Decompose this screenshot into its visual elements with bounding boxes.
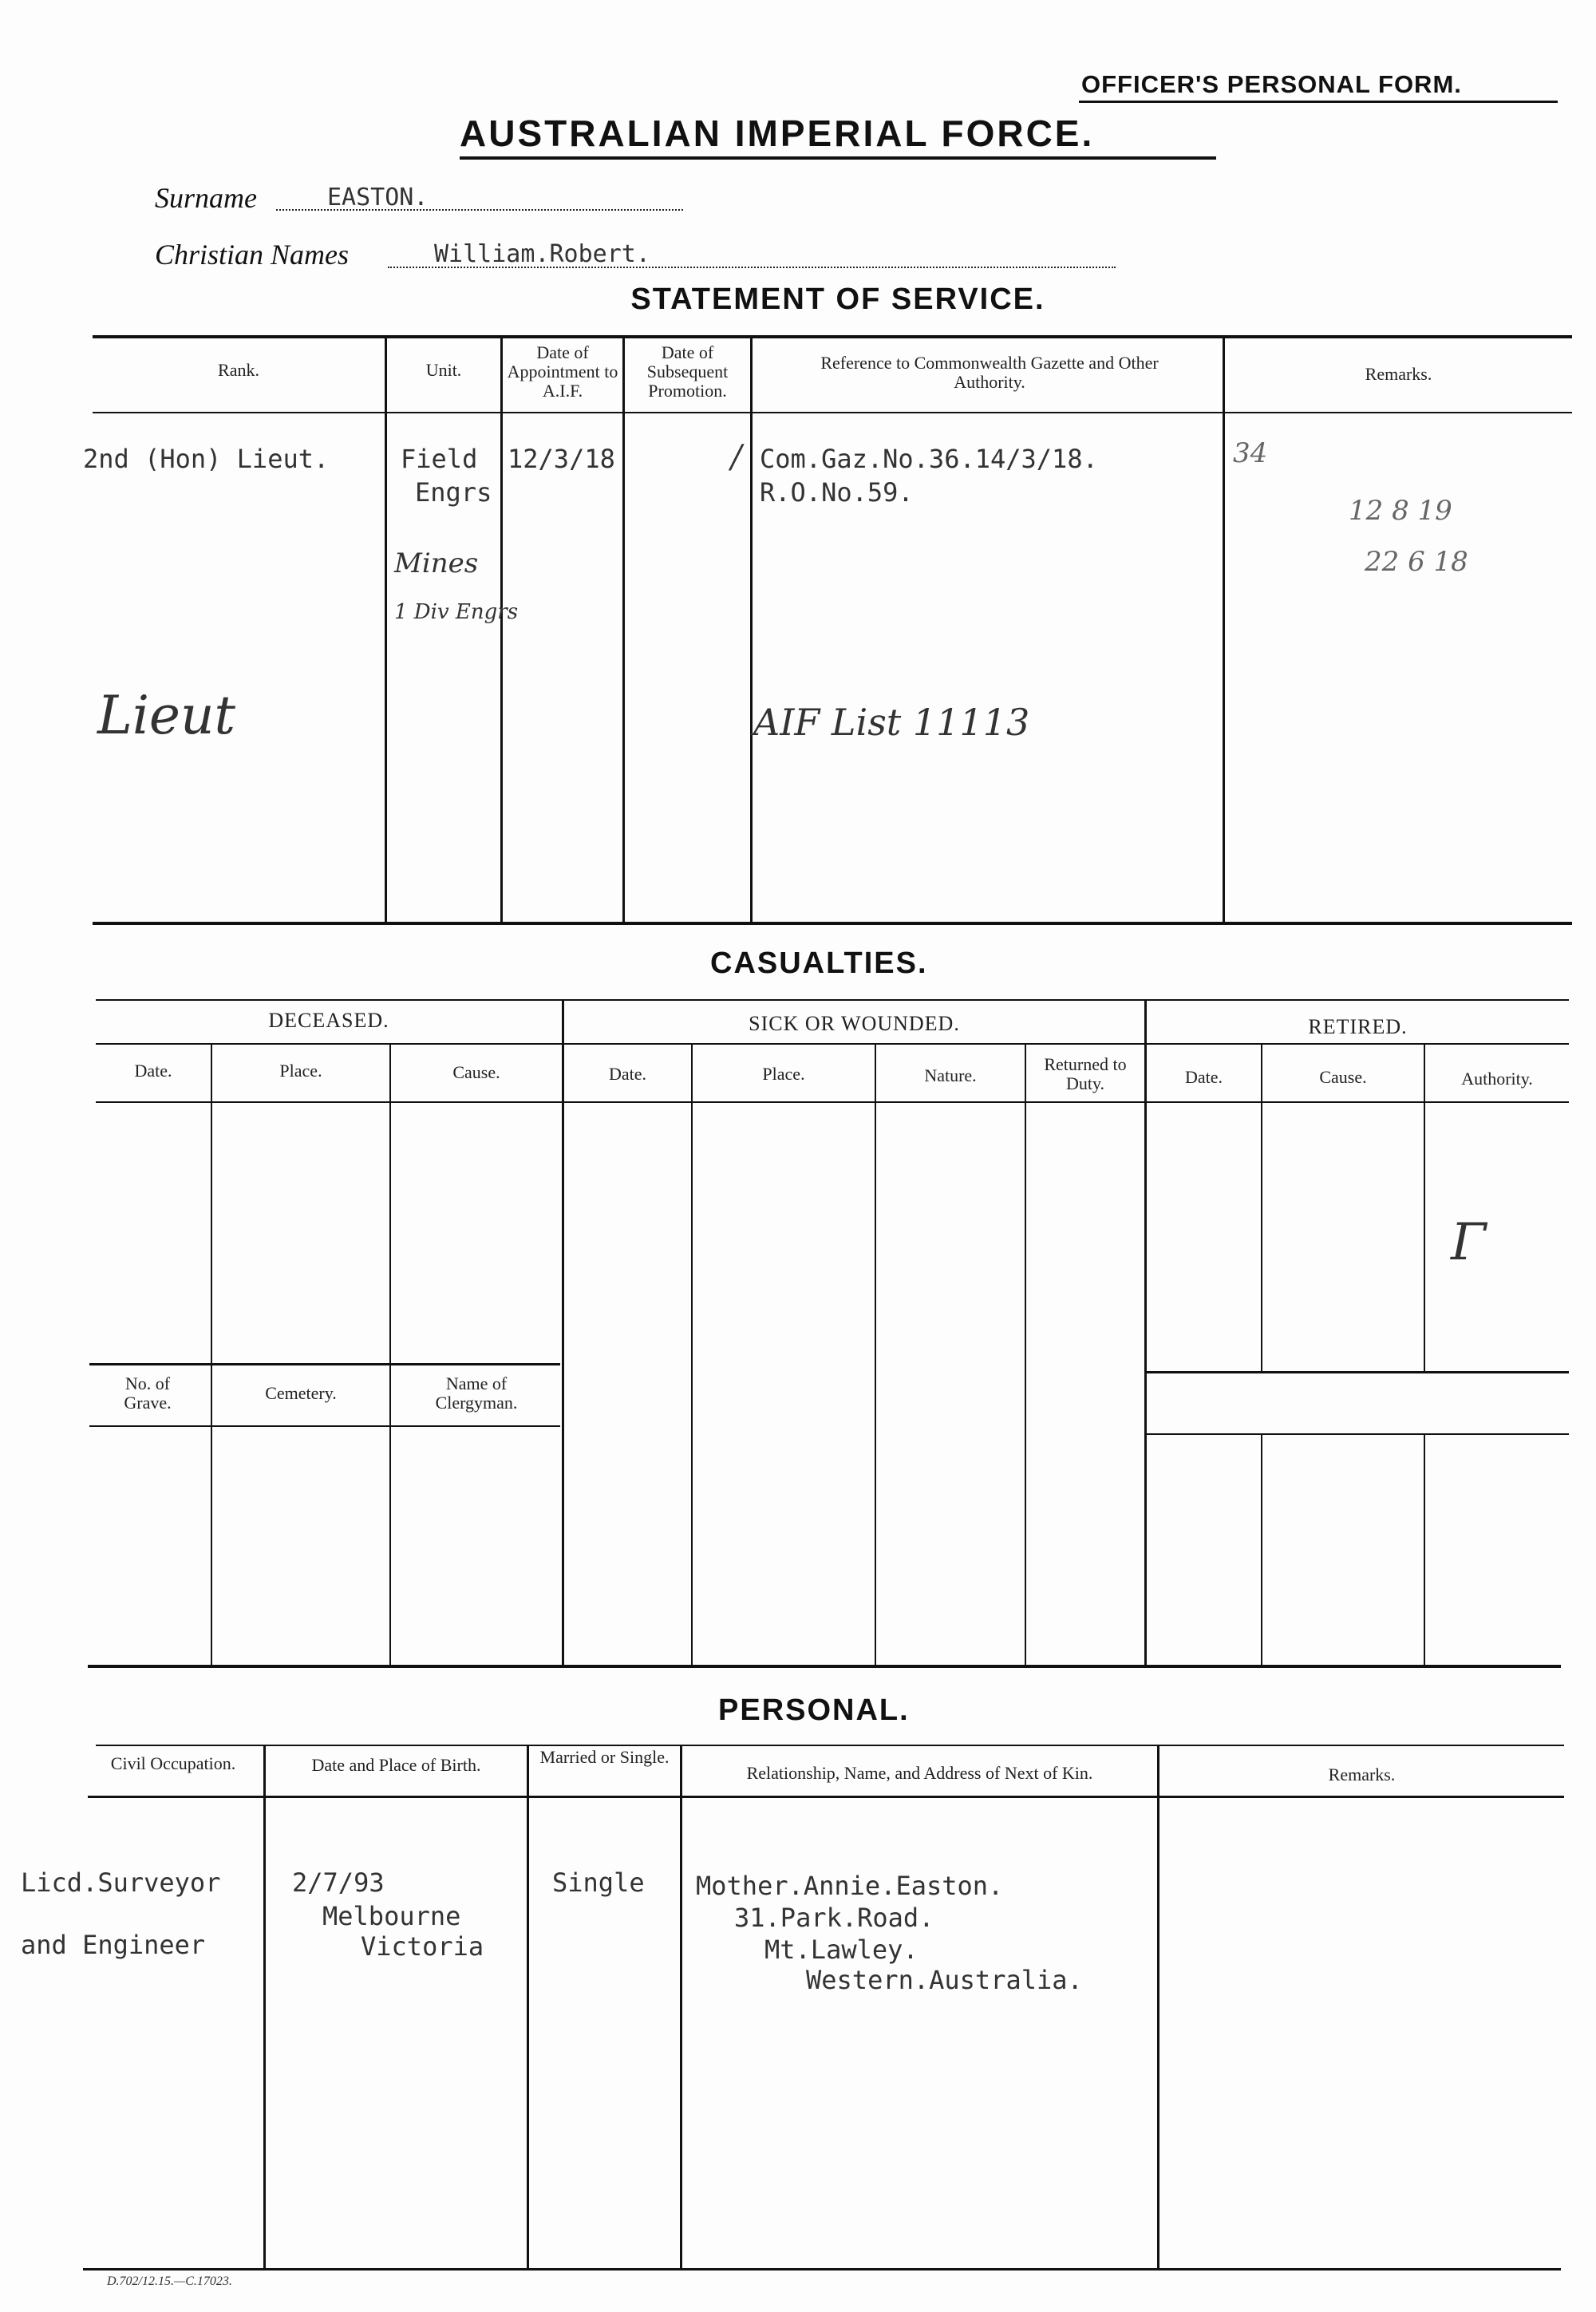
deceased-col-divider <box>211 1044 212 1665</box>
surname-value: EASTON. <box>327 184 429 211</box>
remarks-value-line2: 12 8 19 <box>1349 495 1452 527</box>
authority-pen-mark: Γ <box>1451 1213 1487 1272</box>
casualties-bottom-rule <box>88 1665 1561 1668</box>
service-col-divider <box>500 335 503 922</box>
form-type-label: OFFICER'S PERSONAL FORM. <box>1081 70 1462 98</box>
personal-col-divider <box>527 1745 529 2268</box>
unit-value-line1: Field <box>401 444 478 474</box>
col-married-header: Married or Single. <box>539 1747 670 1767</box>
col-reference-header: Reference to Commonwealth Gazette and Other Authority. <box>820 353 1159 392</box>
sick-nature-header: Nature. <box>924 1065 977 1085</box>
remarks-value-line3: 22 6 18 <box>1365 546 1468 578</box>
sick-date-header: Date. <box>608 1064 647 1084</box>
personal-header-rule <box>88 1796 1564 1798</box>
retired-col-divider <box>1261 1433 1262 1665</box>
reference-value-line2: R.O.No.59. <box>760 477 914 508</box>
surname-dotted-line <box>276 209 683 211</box>
service-col-divider <box>622 335 625 922</box>
birth-date-value: 2/7/93 <box>292 1867 385 1898</box>
sick-col-divider <box>875 1044 876 1665</box>
service-top-rule <box>93 335 1572 338</box>
form-type-underline <box>1079 101 1558 103</box>
retired-authority-header: Authority. <box>1461 1069 1533 1089</box>
deceased-place-header: Place. <box>279 1061 322 1081</box>
col-occupation-header: Civil Occupation. <box>110 1753 236 1773</box>
service-col-divider <box>385 335 387 922</box>
retired-blank-rule <box>1146 1433 1569 1435</box>
casualties-group-divider <box>562 999 564 1665</box>
sick-place-header: Place. <box>762 1064 805 1084</box>
deceased-col-divider <box>389 1044 391 1665</box>
casualties-group-divider <box>1144 999 1147 1665</box>
deceased-grave-top-rule <box>89 1363 560 1365</box>
remarks-value-line1: 34 <box>1233 437 1268 469</box>
personal-top-rule <box>96 1745 1564 1746</box>
col-unit-header: Unit. <box>425 360 462 380</box>
christian-names-value: William.Robert. <box>434 240 650 268</box>
cemetery-header: Cemetery. <box>265 1383 337 1403</box>
retired-label: RETIRED. <box>1308 1015 1408 1038</box>
appointment-value: 12/3/18 <box>508 444 615 474</box>
col-personal-remarks-header: Remarks. <box>1328 1765 1396 1784</box>
personal-bottom-rule <box>83 2268 1561 2271</box>
personal-heading: PERSONAL. <box>718 1693 910 1727</box>
surname-label: Surname <box>155 182 257 214</box>
casualties-subheader-rule <box>96 1043 1569 1045</box>
col-rank-header: Rank. <box>218 360 259 380</box>
reference-tick-mark: / <box>731 439 742 476</box>
service-heading: STATEMENT OF SERVICE. <box>630 283 1045 316</box>
col-remarks-header: Remarks. <box>1365 364 1432 384</box>
clergyman-header: Name of Clergyman. <box>435 1373 518 1413</box>
casualties-top-rule <box>96 999 1569 1001</box>
sick-returned-header: Returned to Duty. <box>1044 1054 1127 1093</box>
birth-place-line2: Melbourne <box>322 1901 461 1931</box>
sick-col-divider <box>1025 1044 1026 1665</box>
sick-col-divider <box>691 1044 693 1665</box>
col-birth-header: Date and Place of Birth. <box>311 1755 481 1775</box>
retired-col-divider <box>1261 1044 1262 1373</box>
retired-cause-header: Cause. <box>1319 1067 1367 1087</box>
unit-value-line2: Engrs <box>415 477 492 508</box>
deceased-cause-header: Cause. <box>452 1062 500 1082</box>
christian-names-dotted-line <box>388 267 1116 268</box>
unit-handwritten-note-2: 1 Div Engrs <box>394 600 519 624</box>
christian-names-label: Christian Names <box>155 239 350 271</box>
print-reference: D.702/12.15.—C.17023. <box>107 2274 232 2288</box>
title-underline <box>460 156 1216 160</box>
occupation-value-line2: and Engineer <box>21 1930 206 1960</box>
deceased-label: DECEASED. <box>268 1009 389 1032</box>
kin-value-line3: Mt.Lawley. <box>764 1935 918 1965</box>
personal-col-divider <box>263 1745 266 2268</box>
col-promotion-header: Date of Subsequent Promotion. <box>646 342 729 401</box>
service-header-rule <box>93 412 1572 413</box>
kin-value-line2: 31.Park.Road. <box>734 1903 934 1933</box>
kin-value-line1: Mother.Annie.Easton. <box>696 1871 1004 1901</box>
deceased-grave-header-rule <box>89 1425 560 1427</box>
unit-handwritten-note-1: Mines <box>394 547 479 579</box>
rank-handwritten-note: Lieut <box>97 685 236 746</box>
married-value: Single <box>552 1867 645 1898</box>
retired-col-divider <box>1424 1433 1425 1665</box>
col-appointment-header: Date of Appointment to A.I.F. <box>507 342 618 401</box>
grave-number-header: No. of Grave. <box>124 1373 172 1413</box>
personal-col-divider <box>680 1745 682 2268</box>
reference-handwritten-note: AIF List 11113 <box>753 701 1030 744</box>
retired-split-rule <box>1146 1371 1569 1373</box>
col-kin-header: Relationship, Name, and Address of Next of Kin. <box>746 1763 1093 1783</box>
rank-value: 2nd (Hon) Lieut. <box>83 444 330 474</box>
retired-col-divider <box>1424 1044 1425 1373</box>
page-title: AUSTRALIAN IMPERIAL FORCE. <box>460 113 1095 154</box>
personal-col-divider <box>1157 1745 1159 2268</box>
casualties-header-rule <box>96 1101 1569 1103</box>
birth-place-line3: Victoria <box>361 1931 484 1962</box>
service-col-divider <box>1223 335 1225 922</box>
kin-value-line4: Western.Australia. <box>806 1965 1083 1995</box>
deceased-date-header: Date. <box>134 1061 172 1081</box>
reference-value-line1: Com.Gaz.No.36.14/3/18. <box>760 444 1098 474</box>
retired-date-header: Date. <box>1184 1067 1223 1087</box>
sick-wounded-label: SICK OR WOUNDED. <box>749 1012 960 1035</box>
service-col-divider <box>750 335 753 922</box>
service-bottom-rule <box>93 922 1572 925</box>
casualties-heading: CASUALTIES. <box>710 947 928 980</box>
occupation-value-line1: Licd.Surveyor <box>21 1867 221 1898</box>
